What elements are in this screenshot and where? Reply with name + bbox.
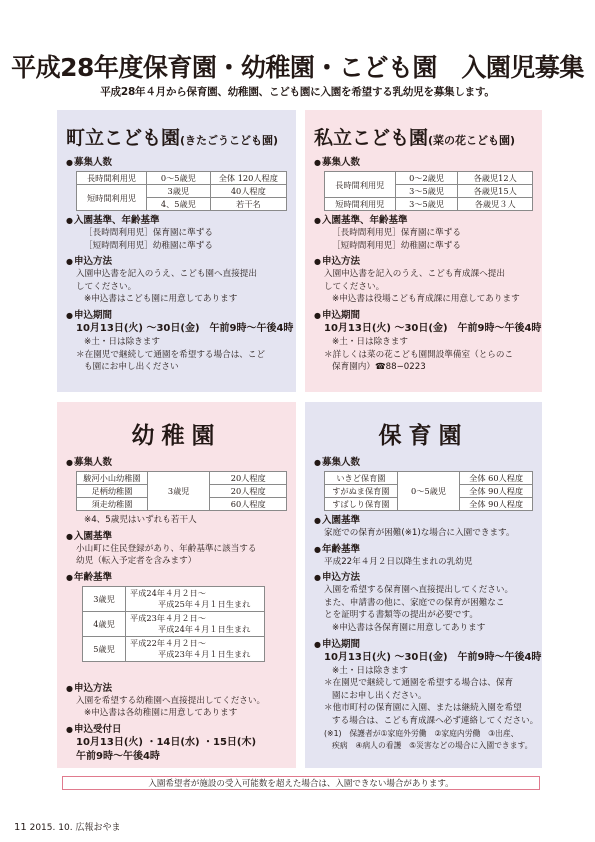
section-heading-period: ● 申込期間 (66, 309, 287, 322)
table-row: 駿河小山幼稚園 3歳児 20人程度 (77, 472, 287, 485)
admission-text: 小山町に住民登録があり、年齢基準に該当する (76, 543, 257, 554)
criteria-line: ［短時間利用児］幼稚園に準ずる (84, 240, 213, 251)
section-heading-period: ● 申込期間 (314, 309, 533, 322)
extra-note: ＊詳しくは菜の花こども園開設準備室（とらのこ (324, 349, 514, 360)
town-capacity-table (76, 171, 287, 211)
section-heading-capacity: ● 募集人数 (314, 456, 533, 469)
table-row: 足柄幼稚園 20人程度 (77, 485, 287, 498)
kindergarten-title: 幼稚園 (131, 423, 222, 449)
application-period: 10月13日(火) ～30日(金) 午前9時～午後4時 (324, 651, 542, 663)
application-note: ※申込書は各幼稚園に用意してあります (84, 708, 238, 719)
section-heading-capacity: ● 募集人数 (314, 156, 533, 169)
page-footer (14, 820, 120, 833)
nursery-title: 保育園 (378, 423, 469, 449)
criteria-line: ［長時間利用児］保育園に準ずる (84, 228, 213, 238)
criteria-line: ［長時間利用児］保育園に準ずる (332, 228, 461, 238)
town-kodomoen-box (57, 110, 296, 392)
application-text: 入園申込書を記入のうえ、こども園へ直接提出 (76, 269, 257, 280)
criteria-line: ［短時間利用児］幼稚園に準ずる (332, 240, 461, 251)
extra-note: 園にお申し出ください。 (332, 690, 427, 701)
section-heading-application: ● 申込方法 (314, 571, 533, 584)
table-row: 短時間利用児 3歳児 40人程度 (77, 185, 287, 198)
table-row: 4、5歳児 若干名 (77, 198, 287, 211)
section-heading-age: ● 年齢基準 (314, 543, 533, 556)
page-subtitle: 平成28年４月から保育園、幼稚園、こども園に入園を希望する乳幼児を募集します。 (100, 86, 495, 98)
section-heading-admission: ● 入園基準 (66, 530, 287, 543)
application-period: 10月13日(火) ～30日(金) 午前9時～午後4時 (324, 322, 542, 334)
section-heading-application: ● 申込方法 (66, 255, 287, 268)
section-heading-criteria: ● 入園基準、年齢基準 (66, 214, 287, 227)
section-heading-application: ● 申込方法 (66, 682, 287, 695)
table-row: すばしり保育園 全体 90人程度 (325, 498, 533, 511)
section-heading-reception: ● 申込受付日 (66, 723, 287, 736)
private-capacity-table (324, 171, 533, 211)
table-row: すがぬま保育園 全体 90人程度 (325, 485, 533, 498)
notice-box: 入園希望者が施設の受入可能数を超えた場合は、入園できない場合があります。 (62, 776, 540, 790)
extra-note: ＊他市町村の保育園に入園、または継続入園を希望 (324, 703, 522, 714)
section-heading-capacity: ● 募集人数 (66, 156, 287, 169)
private-kodomoen-box (305, 110, 542, 392)
page-number: 11 (14, 822, 27, 833)
town-kodomoen-title: 町立こども園(きたごうこども園) (66, 127, 279, 149)
section-heading-age: ● 年齢基準 (66, 571, 287, 584)
section-heading-application: ● 申込方法 (314, 255, 533, 268)
table-row: 4歳児 平成23年４月２日～ 平成24年４月１日生まれ (83, 611, 265, 636)
table-row: 3～5歳児 各歳児15人 (325, 185, 533, 198)
table-row: 3歳児 平成24年４月２日～ 平成25年４月１日生まれ (83, 586, 265, 611)
private-kodomoen-title: 私立こども園(菜の花こども園) (314, 127, 516, 149)
nursery-capacity-table (324, 471, 533, 511)
application-text: また、申請書の他に、家庭での保育が困難なこ (324, 597, 505, 608)
footnote: (※1) 保護者が①家庭外労働 ②家庭内労働 ③出産、 (324, 728, 519, 738)
extra-note: 保育園内）☎88−0223 (332, 362, 426, 373)
table-row: 長時間利用児 0～2歳児 各歳児12人 (325, 172, 533, 185)
issue-date: 2015. 10. (29, 823, 73, 833)
footnote: 疾病 ④病人の看護 ⑤災害などの場合に入園できます。 (332, 741, 533, 751)
application-note: ※申込書は各保育園に用意してあります (332, 622, 486, 633)
application-text: してください。 (324, 281, 385, 292)
reception-hours: 午前9時～午後4時 (76, 750, 160, 762)
capacity-note: ※4、5歳児はいずれも若干人 (84, 515, 197, 525)
publication-name: 広報おやま (75, 823, 121, 833)
reception-dates: 10月13日(火) ・14日(水) ・15日(木) (76, 736, 257, 748)
kindergarten-box (57, 402, 296, 768)
extra-note: も園にお申し出ください (84, 362, 179, 373)
period-note: ※土・日は除きます (84, 336, 160, 347)
age-text: 平成22年４月２日以降生まれの乳幼児 (324, 556, 473, 567)
admission-text: 幼児（転入予定者を含みます） (76, 556, 197, 567)
kindergarten-capacity-table (76, 471, 287, 511)
extra-note: ＊在園児で継続して通園を希望する場合は、保育 (324, 678, 514, 689)
section-heading-admission: ● 入園基準 (314, 514, 533, 527)
table-row: 須走幼稚園 60人程度 (77, 498, 287, 511)
section-heading-capacity: ● 募集人数 (66, 456, 287, 469)
table-row: 長時間利用児 0～5歳児 全体 120人程度 (77, 172, 287, 185)
application-text: 入園を希望する幼稚園へ直接提出してください。 (76, 695, 266, 706)
page-title: 平成28年度保育園・幼稚園・こども園 入園児募集 (11, 53, 584, 82)
application-period: 10月13日(火) ～30日(金) 午前9時～午後4時 (76, 322, 294, 334)
extra-note: する場合は、こども育成課へ必ず連絡してください。 (332, 715, 539, 726)
application-note: ※申込書はこども園に用意してあります (84, 294, 238, 305)
application-text: 入園を希望する保育園へ直接提出してください。 (324, 585, 514, 596)
nursery-box (305, 402, 542, 768)
application-text: してください。 (76, 281, 137, 292)
extra-note: ＊在園児で継続して通園を希望する場合は、こど (76, 349, 266, 360)
section-heading-criteria: ● 入園基準、年齢基準 (314, 214, 533, 227)
application-text: 入園申込書を記入のうえ、こども育成課へ提出 (324, 269, 505, 280)
table-row: いきど保育園 0～5歳児 全体 60人程度 (325, 472, 533, 485)
kindergarten-age-table (82, 586, 265, 662)
application-text: とを証明する書類等の提出が必要です。 (324, 610, 479, 621)
admission-text: 家庭での保育が困難(※1)な場合に入園できます。 (324, 528, 515, 538)
table-row: 短時間利用児 3～5歳児 各歳児３人 (325, 198, 533, 211)
section-heading-period: ● 申込期間 (314, 638, 533, 651)
application-note: ※申込書は役場こども育成課に用意してあります (332, 294, 520, 305)
period-note: ※土・日は除きます (332, 665, 408, 676)
period-note: ※土・日は除きます (332, 336, 408, 347)
table-row: 5歳児 平成22年４月２日～ 平成23年４月１日生まれ (83, 636, 265, 661)
